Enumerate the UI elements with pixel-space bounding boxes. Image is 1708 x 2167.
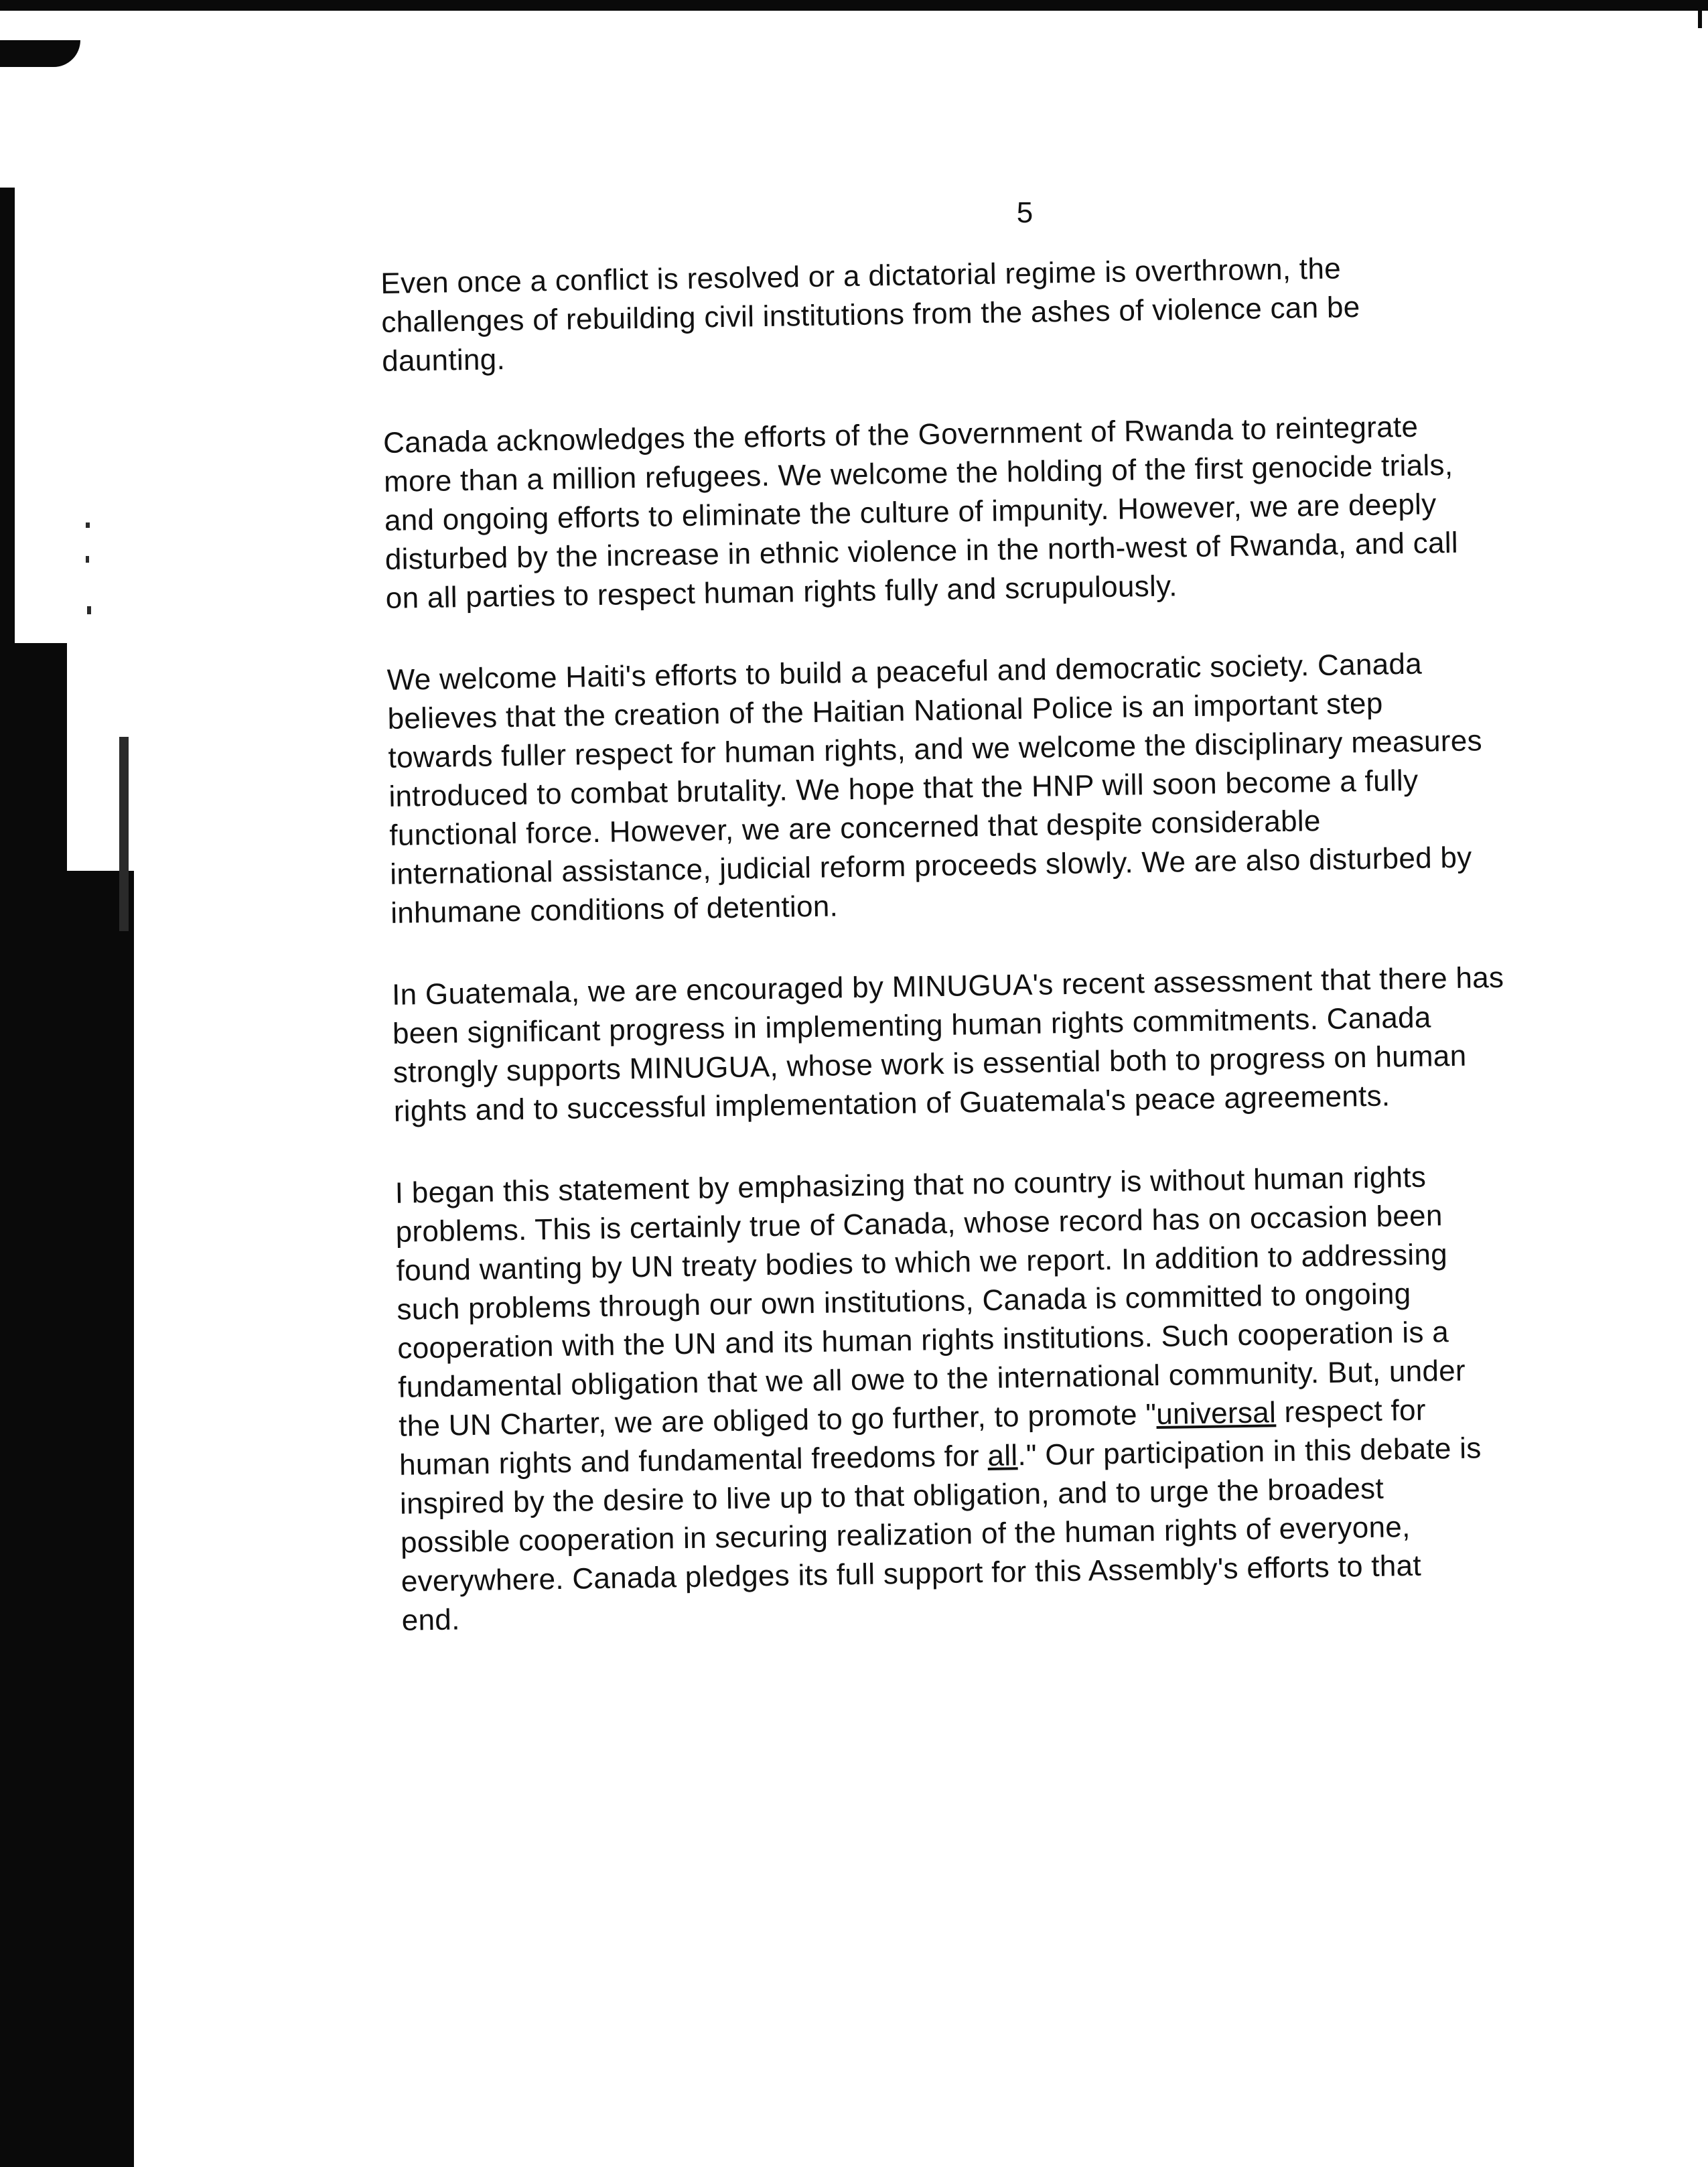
text-line: disturbed by the increase in ethnic violence in the north-west of Rwanda, and call	[384, 526, 1459, 576]
scan-left-edge-lower	[0, 871, 134, 2167]
text-line: towards fuller respect for human rights, and we welcome the disciplinary measures	[388, 724, 1483, 774]
text-line: more than a million refugees. We welcome the holding of the first genocide trials,	[383, 448, 1453, 498]
scan-left-edge-middle	[0, 643, 67, 884]
scan-speckle	[86, 556, 89, 563]
text-line: international assistance, judicial reform proceeds slowly. We are also disturbed by	[389, 841, 1472, 891]
paragraph-guatemala	[392, 955, 1701, 1131]
text-fragment: the UN Charter, we are obliged to go further, to promote "	[398, 1398, 1157, 1443]
text-line: on all parties to respect human rights fully and scrupulously.	[385, 569, 1178, 615]
paragraph-rwanda	[383, 403, 1693, 618]
text-line: Canada acknowledges the efforts of the Government of Rwanda to reintegrate	[382, 410, 1419, 460]
text-line: found wanting by UN treaty bodies to which we report. In addition to addressing	[396, 1238, 1448, 1287]
text-line: fundamental obligation that we all owe to the international community. But, under	[397, 1354, 1466, 1404]
scan-left-edge-top	[0, 40, 80, 67]
scan-speckle	[119, 737, 129, 931]
text-line: We welcome Haiti's efforts to build a peaceful and democratic society. Canada	[386, 647, 1423, 697]
text-line: functional force. However, we are concerned that despite considerable	[389, 805, 1322, 852]
text-line: strongly supports MINUGUA, whose work is essential both to progress on human	[393, 1039, 1467, 1089]
text-fragment: human rights and fundamental freedoms for	[399, 1439, 988, 1482]
underlined-word: universal	[1155, 1396, 1277, 1431]
text-line: end.	[401, 1603, 461, 1637]
text-line: daunting.	[381, 343, 506, 378]
paragraph-haiti	[386, 640, 1698, 933]
text-line: everywhere. Canada pledges its full support for this Assembly's efforts to that	[401, 1549, 1422, 1598]
text-line: such problems through our own institutions, Canada is committed to ongoing	[397, 1277, 1411, 1326]
text-line: possible cooperation in securing realization of the human rights of everyone,	[400, 1511, 1411, 1559]
text-line: rights and to successful implementation of Guatemala's peace agreements.	[393, 1079, 1391, 1128]
text-line: cooperation with the UN and its human rights institutions. Such cooperation is a	[397, 1316, 1449, 1365]
scan-left-edge-upper	[0, 188, 15, 643]
scan-speckle	[86, 522, 90, 528]
text-line: Even once a conflict is resolved or a dictatorial regime is overthrown, the	[380, 252, 1342, 300]
text-line: believes that the creation of the Haitian National Police is an important step	[387, 687, 1383, 736]
text-line: In Guatemala, we are encouraged by MINUGUA's recent assessment that there has	[391, 961, 1504, 1011]
text-line: introduced to combat brutality. We hope that the HNP will soon become a fully	[388, 764, 1419, 813]
text-line: problems. This is certainly true of Canada, whose record has on occasion been	[395, 1199, 1443, 1249]
text-line: and ongoing efforts to eliminate the culture of impunity. However, we are deeply	[384, 488, 1437, 537]
scan-speckle	[87, 606, 91, 614]
text-line: inspired by the desire to live up to that obligation, and to urge the broadest	[399, 1472, 1384, 1521]
document-body	[380, 244, 1708, 1683]
text-fragment: respect for	[1275, 1393, 1427, 1429]
text-fragment: ." Our participation in this debate is	[1017, 1431, 1482, 1472]
text-line: inhumane conditions of detention.	[390, 890, 839, 930]
underlined-word: all	[987, 1439, 1018, 1472]
text-line: challenges of rebuilding civil institutions from the ashes of violence can be	[380, 291, 1360, 339]
text-line: I began this statement by emphasizing that no country is without human rights	[395, 1160, 1427, 1210]
paragraph-conclusion	[395, 1154, 1708, 1640]
text-line: been significant progress in implementing human rights commitments. Canada	[392, 1001, 1431, 1050]
scan-corner-mark	[1698, 11, 1702, 28]
page-number: 5	[1016, 196, 1034, 229]
scan-top-edge	[0, 0, 1708, 11]
paragraph-conflict	[380, 244, 1689, 381]
